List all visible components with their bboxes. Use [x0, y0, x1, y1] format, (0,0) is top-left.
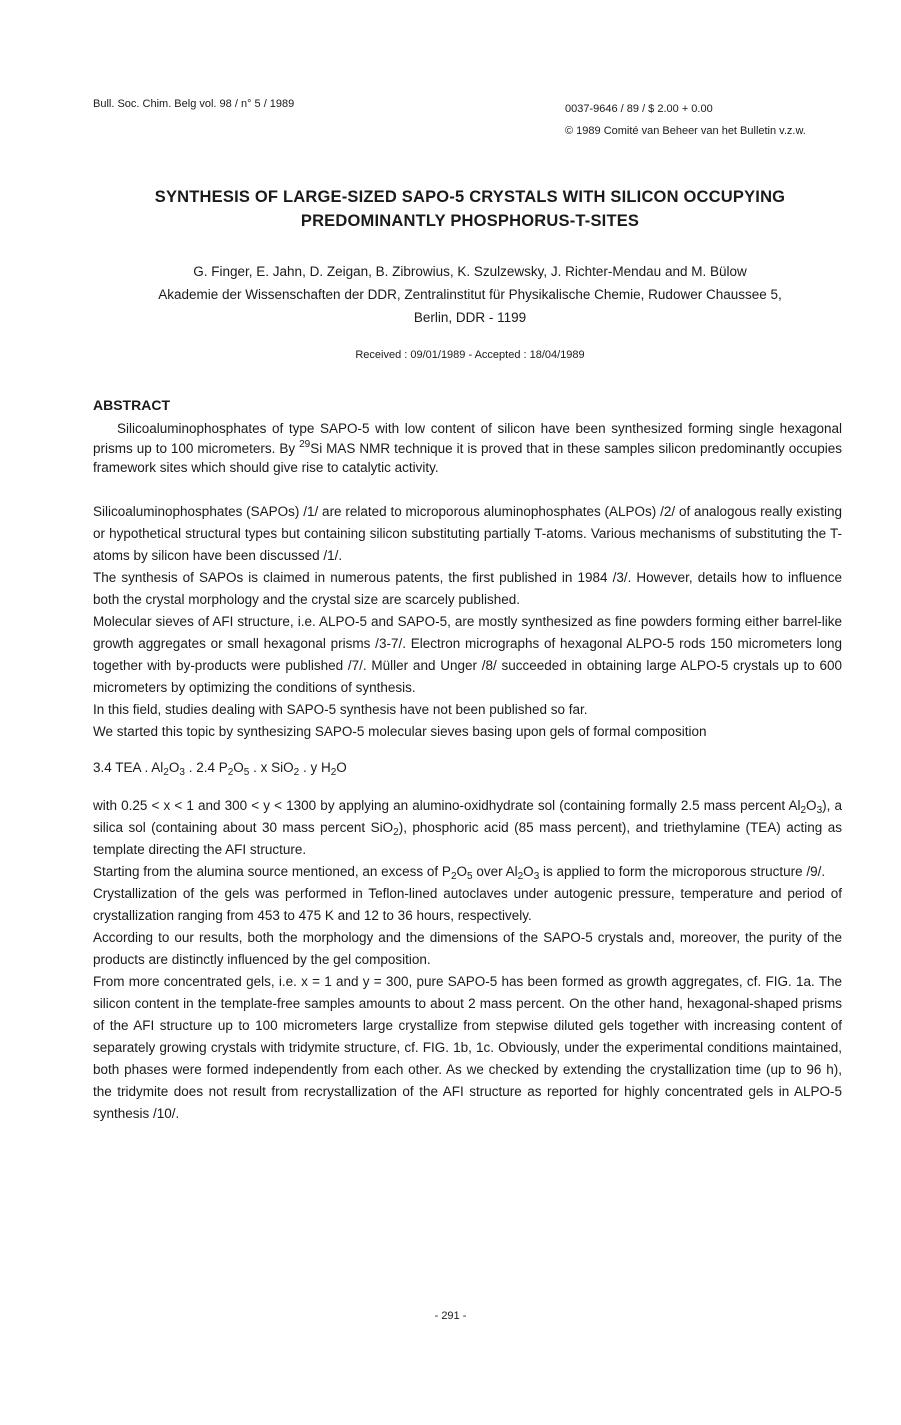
- formula-subscript: 2: [330, 767, 337, 778]
- text-run: with 0.25 < x < 1 and 300 < y < 1300 by applying an alumino-oxidhydrate sol (containing formally 2.5 mass percent Al: [93, 798, 801, 813]
- title-line-2: PREDOMINANTLY PHOSPHORUS-T-SITES: [300, 212, 640, 230]
- text-run: ), a silica sol (containing about 30 mass percent SiO: [93, 798, 842, 835]
- paragraph-10: From more concentrated gels, i.e. x = 1 and y = 300, pure SAPO-5 has been formed as growth aggregates, cf. FIG. 1a. The silicon content in the template-free samples amounts to about 2 mass percent. On the other hand, hexagonal-shaped prisms of the AFI structure up to 100 micrometers large crystallize from stepwise diluted gels together with increasing content of separately growing crystals with tridymite structure, cf. FIG. 1b, 1c. Obviously, under the experimental conditions maintained, both phases were formed independently from each other. As we checked by extending the crystallization time (up to 96 h), the tridymite does not result from recrystallization of the AFI structure as reported for highly concentrated gels in ALPO-5 synthesis /10/.: [93, 974, 842, 1121]
- formula-subscript: 2: [227, 767, 234, 778]
- text-subscript: 2: [800, 805, 807, 816]
- publication-code: 0037-9646 / 89 / $ 2.00 + 0.00: [565, 103, 713, 115]
- gel-composition-formula: [93, 757, 842, 779]
- paragraph-8: Crystallization of the gels was performed in Teflon-lined autoclaves under autogenic pressure, temperature and period of crystallization ranging from 453 to 475 K and 12 to 36 hours, respectively.: [93, 886, 842, 923]
- paragraph-5: We started this topic by synthesizing SAPO-5 molecular sieves basing upon gels of formal composition: [93, 724, 707, 739]
- title-line-1: SYNTHESIS OF LARGE-SIZED SAPO-5 CRYSTALS WITH SILICON OCCUPYING: [154, 188, 786, 206]
- paragraph-9: According to our results, both the morphology and the dimensions of the SAPO-5 crystals and, moreover, the purity of the products are distinctly influenced by the gel composition.: [93, 930, 842, 967]
- paragraph-4: In this field, studies dealing with SAPO-5 synthesis have not been published so far.: [93, 702, 588, 717]
- text-run: Starting from the alumina source mentioned, an excess of P: [93, 864, 451, 879]
- publication-code-block: [565, 98, 806, 142]
- isotope-superscript: 29: [299, 438, 311, 450]
- text-subscript: 2: [517, 871, 524, 882]
- abstract-text-part-1: Silicoaluminophosphates of type SAPO-5 with low content of silicon have been synthesized forming single hexagonal prisms up to 100 micrometers. By: [93, 421, 842, 456]
- formula-part: . x SiO: [249, 760, 294, 775]
- text-subscript: 2: [450, 871, 457, 882]
- paragraph-6: [93, 795, 842, 861]
- text-run: over Al: [472, 864, 518, 879]
- formula-subscript: 5: [243, 767, 250, 778]
- paragraph-3: Molecular sieves of AFI structure, i.e. ALPO-5 and SAPO-5, are mostly synthesized as fine powders forming either barrel-like growth aggregates or small hexagonal prisms /3-7/. Electron micrographs of hexagonal ALPO-5 rods 150 micrometers long together with by-products were published /7/. Müller and Unger /8/ succeeded in obtaining large ALPO-5 crystals up to 600 micrometers by optimizing the conditions of synthesis.: [93, 614, 842, 695]
- received-dates: Received : 09/01/1989 - Accepted : 18/04/1989: [355, 349, 585, 361]
- paragraph-7: [93, 861, 842, 883]
- formula-subscript: 2: [293, 767, 300, 778]
- text-subscript: 3: [533, 871, 540, 882]
- page-number: - 291 -: [434, 1310, 467, 1322]
- formula-part: . 2.4 P: [184, 760, 228, 775]
- paragraph-1: Silicoaluminophosphates (SAPOs) /1/ are related to microporous aluminophosphates (ALPOs) /2/ of analogous really existing or hypothetical structural types but containing silicon substituting partially T-atoms. Various mechanisms of substituting the T-atoms by silicon have been discussed /1/.: [93, 504, 842, 563]
- text-subscript: 5: [467, 871, 473, 882]
- text-run: O: [456, 864, 468, 879]
- journal-citation: Bull. Soc. Chim. Belg vol. 98 / n° 5 / 1989: [93, 98, 295, 110]
- text-subscript: 2: [393, 827, 399, 838]
- formula-subscript: 3: [179, 767, 185, 778]
- paper-title: [60, 185, 880, 233]
- text-run: O: [523, 864, 534, 879]
- abstract-heading: ABSTRACT: [93, 397, 170, 413]
- formula-part: O: [336, 760, 347, 775]
- abstract-text-part-2: Si MAS NMR technique it is proved that in these samples silicon predominantly occupies framework sites which should give rise to catalytic activity.: [93, 440, 842, 475]
- formula-part: 3.4 TEA . Al: [93, 760, 164, 775]
- affiliation-line-1: Akademie der Wissenschaften der DDR, Zentralinstitut für Physikalische Chemie, Rudower Chaussee 5,: [158, 287, 782, 302]
- text-run: O: [806, 798, 817, 813]
- formula-part: O: [168, 760, 180, 775]
- affiliation-line-2: Berlin, DDR - 1199: [413, 310, 527, 325]
- paragraph-2: The synthesis of SAPOs is claimed in numerous patents, the first published in 1984 /3/. However, details how to influence both the crystal morphology and the crystal size are scarcely published.: [93, 570, 842, 607]
- formula-subscript: 2: [163, 767, 169, 778]
- formula-part: O: [233, 760, 244, 775]
- text-run: ), phosphoric acid (85 mass percent), and triethylamine (TEA) acting as template directing the AFI structure.: [93, 820, 843, 857]
- text-subscript: 3: [816, 805, 823, 816]
- body-text: [93, 501, 842, 1125]
- author-block: [60, 260, 880, 329]
- text-run: is applied to form the microporous structure /9/.: [539, 864, 826, 879]
- formula-part: . y H: [299, 760, 331, 775]
- abstract-text: [93, 419, 842, 478]
- copyright-line: © 1989 Comité van Beheer van het Bulletin v.z.w.: [565, 125, 806, 137]
- author-list: G. Finger, E. Jahn, D. Zeigan, B. Zibrowius, K. Szulzewsky, J. Richter-Mendau and M. Bülow: [193, 264, 747, 279]
